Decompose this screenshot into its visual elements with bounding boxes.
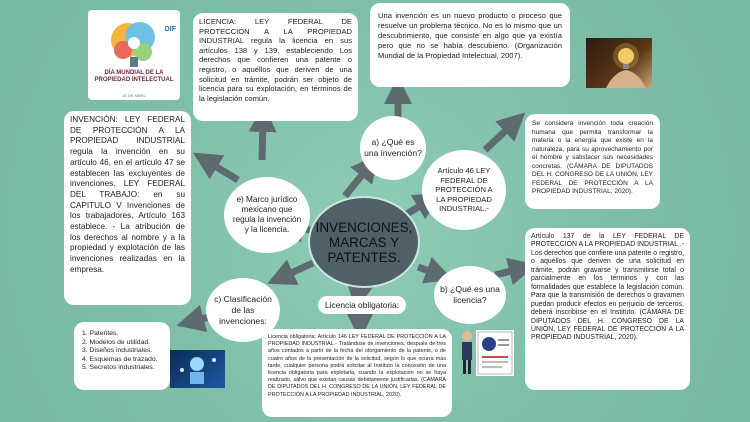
articulo146-card xyxy=(262,329,452,417)
arrow-to-clasificacion xyxy=(280,263,313,278)
poster-title: DÍA MUNDIAL DE LA PROPIEDAD INTELECTUAL xyxy=(94,70,174,83)
lightbulb-icon xyxy=(586,38,652,88)
licencia-obligatoria-label: Licencia obligatoria: xyxy=(324,300,400,310)
articulo137-card xyxy=(525,228,690,390)
poster-badge: DIF xyxy=(164,26,176,33)
person-image xyxy=(459,330,475,376)
q-b-circle xyxy=(434,266,506,324)
articulo46-circle xyxy=(422,150,506,230)
licencia-obligatoria-pill xyxy=(318,296,406,314)
licencia-ley-card xyxy=(193,13,358,121)
marco-circle xyxy=(224,177,310,253)
certificate-icon xyxy=(476,330,514,376)
poster-image xyxy=(88,10,180,100)
list-item: 4. Esquemas de trazado. xyxy=(82,355,158,363)
clasificacion-list xyxy=(82,330,164,373)
invencion-ley-text: INVENCIÓN: LEY FEDERAL DE PROTECCIÓN A LA PROPIEDAD INDUSTRIAL regula la invención en su artículo 46, en el artículo 47 se establecen las excluyentes de invenciones. LEY FEDERAL DEL TRABAJO: en su CAPITULO V Invenciones de los trabajadores, Artículo 163 establece. - La atribución de los derechos al nombre y a la propiedad y explotación de las invenciones realizadas en la empresa. xyxy=(70,115,185,274)
arrow-to-q-b xyxy=(418,267,440,275)
brain-gears-icon xyxy=(88,10,180,100)
marco-label: e) Marco jurídico mexicano que regula la invención y la licencia. xyxy=(232,195,302,234)
arrow-marco-to-licencia xyxy=(262,118,263,160)
center-topic xyxy=(308,196,420,288)
q-a-label: a) ¿Qué es una invención? xyxy=(364,137,422,158)
creacion-text: Se considera invención toda creación humana que permita transformar la materia o la energía que existe en la naturaleza, para su aprovechamiento por el hombre y satisfacer sus necesidades concretas. (CÁMARA DE DIPUTADOS DEL H. CONGRESO DE LA UNIÓN, LEY FEDERAL DE PROTECCIÓN A LA PROPIEDAD INDUSTRIAL, 2020). xyxy=(532,120,653,195)
arrow-marco-to-invencion xyxy=(205,160,238,180)
invencion-ley-card xyxy=(64,111,191,305)
arrow-to-q-a xyxy=(345,165,370,196)
list-item: 3. Diseños industriales. xyxy=(82,347,153,355)
document-image xyxy=(476,330,514,376)
articulo46-label: Artículo 46 LEY FEDERAL DE PROTECCIÓN A LA PROPIEDAD INDUSTRIAL.- xyxy=(435,166,493,214)
tech-image xyxy=(170,350,225,388)
licencia-ley-text: LICENCIA: LEY FEDERAL DE PROTECCIÓN A LA PROPIEDAD INDUSTRIAL regula la licencia en sus artículos 138 y 139, estableciendo Los derechos que confieren una patente o registro, o aquéllos que deriven de una solicitud en trámite, podrán ser objeto de licencia para su explotación, en términos de la legislación común. xyxy=(199,17,352,103)
articulo146-text: Licencia obligatoria: Artículo 146 LEY FEDERAL DE PROTECCIÓN A LA PROPIEDAD INDUSTRIAL.- Tratándose de invenciones, después de tres años contados a partir de la fecha del otorgamiento de la patente, o de cuatro años de la presentación de la solicitud, según lo que ocurra más tarde, cualquier persona podrá solicitar al Instituto la concesión de una licencia obligatoria para explotarla, cuando la explotación no se haya realizado, salvo que existan causas debidamente justificadas. (CÁMARA DE DIPUTADOS DEL H. CONGRESO DE LA UNIÓN, LEY FEDERAL DE PROTECCIÓN A LA PROPIEDAD INDUSTRIAL, 2020). xyxy=(268,334,446,398)
person-icon xyxy=(459,330,475,376)
lightbulb-photo xyxy=(586,38,652,88)
list-item: 2. Modelos de utilidad. xyxy=(82,338,151,346)
arrow-art46-to-creacion xyxy=(485,122,515,150)
center-title: INVENCIONES, MARCAS Y PATENTES. xyxy=(315,219,413,265)
poster-date: 26 DE ABRIL xyxy=(122,93,146,98)
articulo137-text: Artículo 137 de la LEY FEDERAL DE PROTECCIÓN A LA PROPIEDAD INDUSTRIAL .- Los derechos que confiere una patente o registro, o aquéllos que deriven de una solicitud en trámite, podrán gravarse y transmitirse total o parcialmente en los términos y con las formalidades que establece la legislación común. Para que la transmisión de derechos o gravamen puedan producir efectos en perjuicio de terceros, deberá inscribirse en el Instituto. (CÁMARA DE DIPUTADOS DEL H. CONGRESO DE LA UNIÓN, LEY FEDERAL DE PROTECCIÓN A LA PROPIEDAD INDUSTRIAL, 2020). xyxy=(531,233,684,342)
definicion-text: Una invención es un nuevo producto o proceso que resuelve un problema técnico. No es lo mismo que un descubrimiento, que consiste en algo que ya existía pero que no se había descubierto. (Organización Mundial de la Propiedad Intelectual, 2007). xyxy=(378,11,562,60)
clasificacion-label: c) Clasificación de las invenciones: xyxy=(214,293,272,326)
arrow-q-b-to-art137 xyxy=(495,268,523,275)
definicion-card xyxy=(370,3,570,87)
clasificacion-list-card xyxy=(74,322,170,390)
robot-icon xyxy=(170,350,225,388)
q-b-label: b) ¿Qué es una licencia? xyxy=(440,284,500,305)
list-item: 1. Patentes. xyxy=(82,330,119,337)
creacion-card xyxy=(525,114,660,209)
q-a-circle xyxy=(360,116,426,180)
list-item: 5. Secretos industriales. xyxy=(82,364,155,372)
